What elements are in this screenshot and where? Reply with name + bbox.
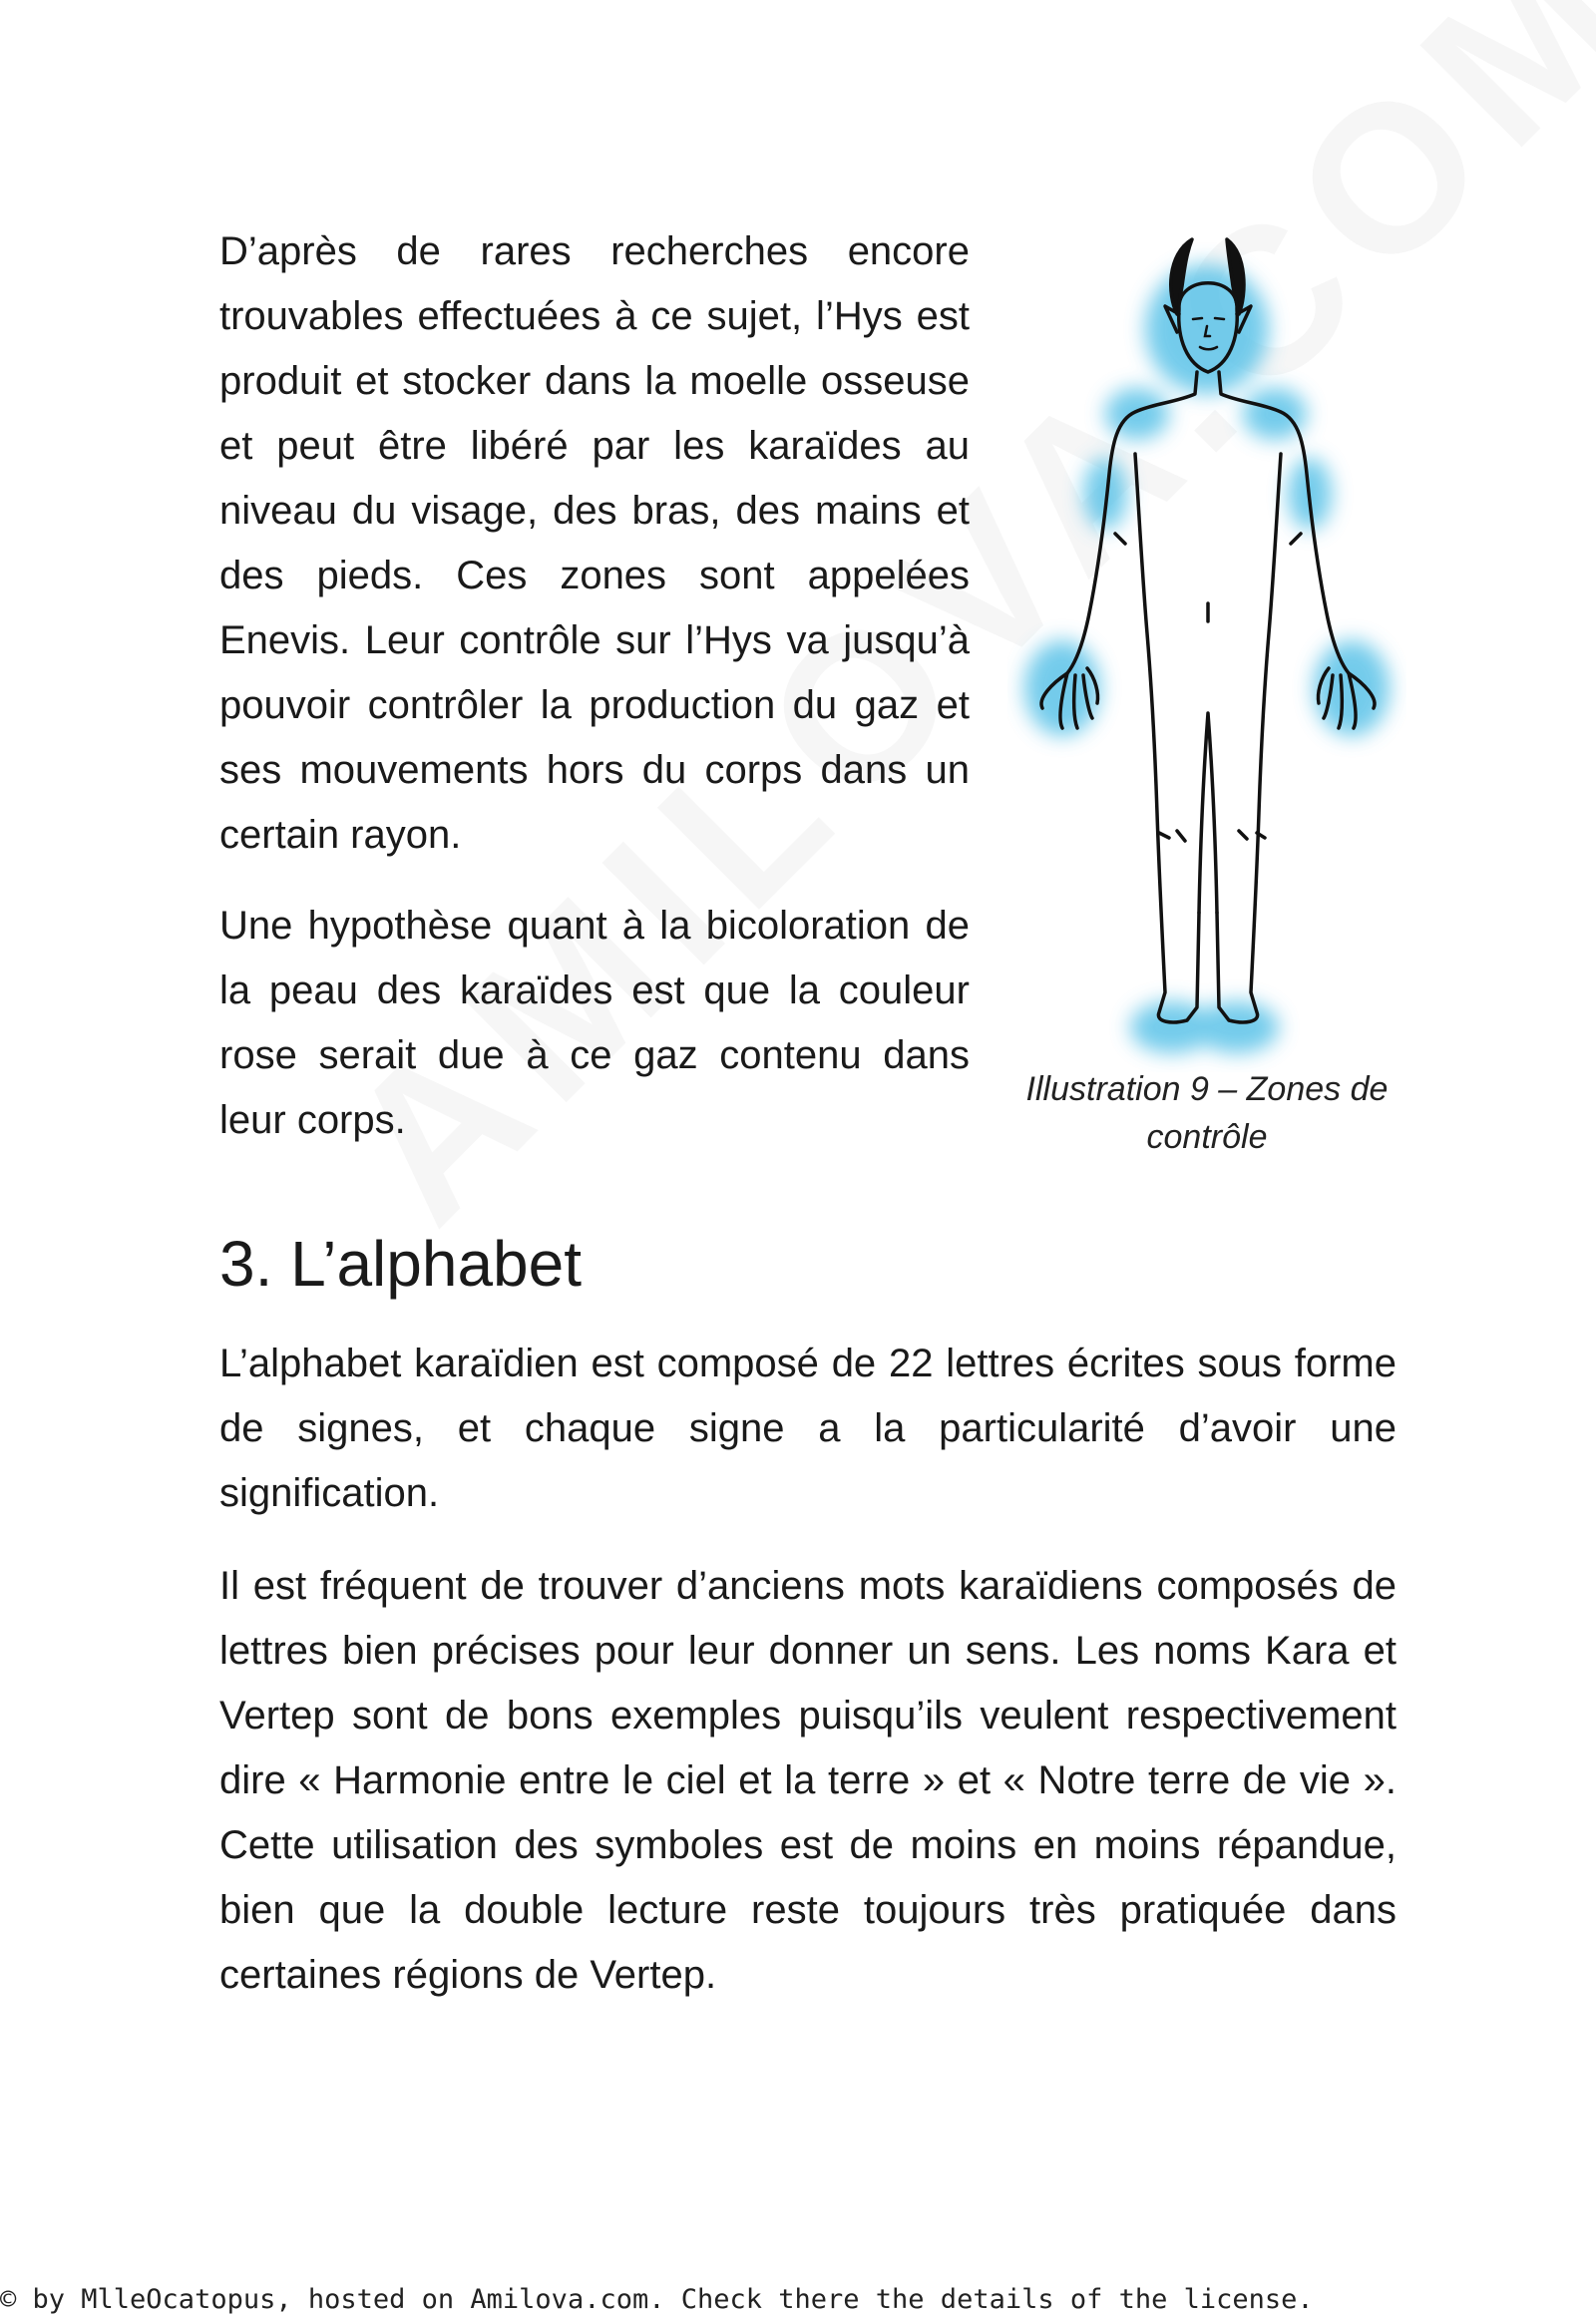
paragraph-bicoloration: Une hypothèse quant à la bicoloration de la peau des karaïdes est que la couleur rose serait due à ce gaz contenu dans leur corps. [219,904,970,1142]
zone-right-foot [1195,1001,1279,1053]
paragraph-alphabet-intro: L’alphabet karaïdien est composé de 22 lettres écrites sous forme de signes, et chaque signe a la particularité d’avoir une signification. [219,1342,1396,1515]
paragraph-hys-production: D’après de rares recherches encore trouvables effectuées à ce sujet, l’Hys est produit et stocker dans la moelle osseuse et peut être libéré par les karaïdes au niveau du visage, des bras, des mains et des pieds. Ces zones sont appelées Enevis. Leur contrôle sur l’Hys va jusqu’à pouvoir contrôler la production du gaz et ses mouvements hors du corps dans un certain rayon. [219,229,970,857]
section-body [219,1332,1396,2036]
caption-line-2: contrôle [1146,1118,1268,1156]
paragraph-ancient-words: Il est fréquent de trouver d’anciens mots karaïdiens composés de lettres bien précises pour leur donner un sens. Les noms Kara et Vertep sont de bons exemples puisqu’ils veulent respectivement dire « Harmonie entre le ciel et la terre » et « Notre terre de vie ». Cette utilisation des symboles est de moins en moins répandue, bien que la double lecture reste toujours très pratiquée dans certaines régions de Vertep. [219,1564,1396,1997]
zone-left-shoulder [1105,388,1169,440]
license-footer: © by MlleOcatopus, hosted on Amilova.com. Check there the details of the license. [0,2284,1314,2315]
intro-text-column [219,219,970,1179]
caption-line-1: Illustration 9 – Zones de [1025,1070,1389,1108]
control-zones-illustration [1007,214,1406,1172]
section-heading: 3. L’alphabet [219,1228,582,1300]
figure-caption [998,1065,1416,1161]
control-zone-highlights [1024,264,1390,1053]
